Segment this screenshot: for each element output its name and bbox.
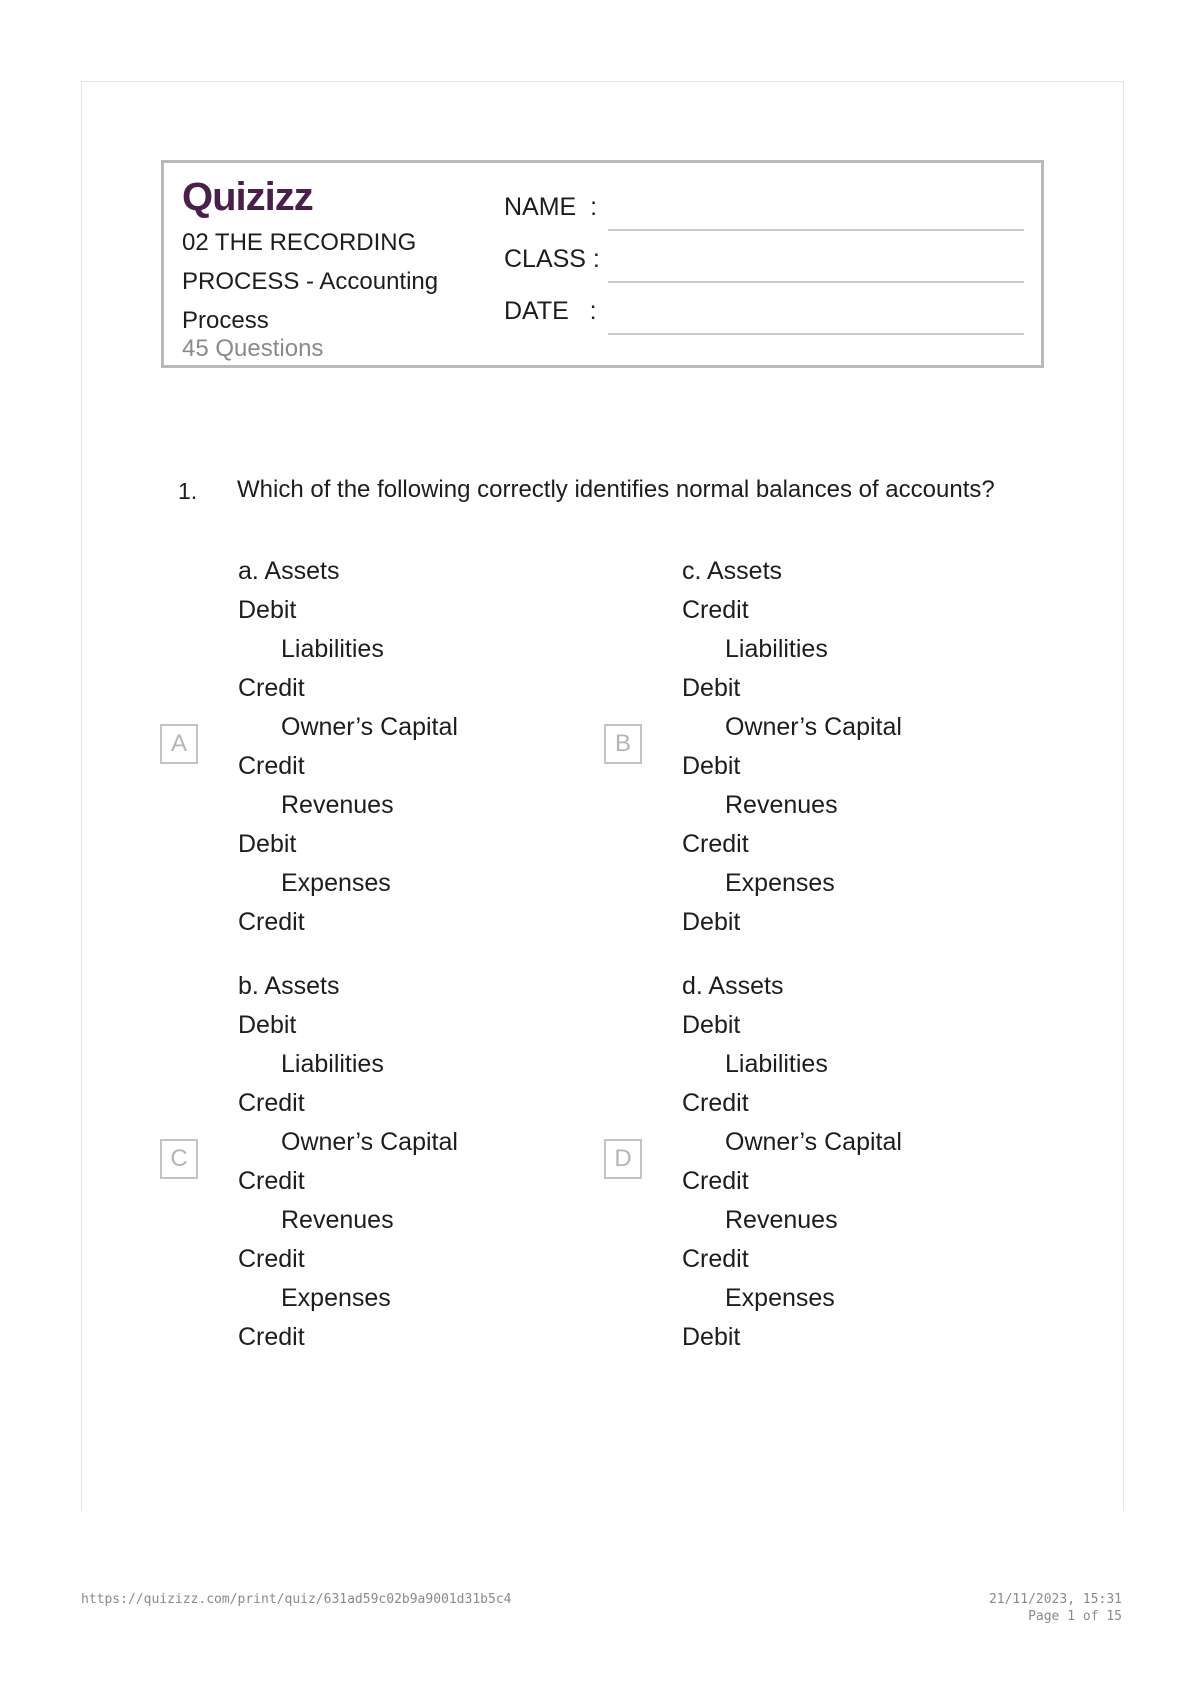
- question-number: 1.: [178, 478, 198, 504]
- option-a-line: Debit: [238, 596, 297, 624]
- option-a-line: Debit: [238, 830, 297, 858]
- option-d-line: Debit: [682, 1011, 741, 1039]
- option-b-line: Debit: [682, 908, 741, 936]
- option-d-line: Revenues: [725, 1206, 838, 1234]
- option-d-line: Owner’s Capital: [725, 1128, 902, 1156]
- option-c-line: Credit: [238, 1089, 305, 1117]
- option-d-box: D: [604, 1139, 642, 1179]
- option-b-line: Owner’s Capital: [725, 713, 902, 741]
- footer-datetime: 21/11/2023, 15:31: [988, 1592, 1122, 1607]
- option-a-line: Credit: [238, 908, 305, 936]
- option-a-line: Credit: [238, 674, 305, 702]
- option-a-line: Credit: [238, 752, 305, 780]
- option-a-line: Expenses: [281, 869, 391, 897]
- option-b-line: c. Assets: [682, 557, 783, 585]
- option-c-box: C: [160, 1139, 198, 1179]
- name-write-line: [608, 229, 1024, 231]
- option-a-line: a. Assets: [238, 557, 340, 585]
- option-b-box: B: [604, 724, 642, 764]
- option-c-line: Liabilities: [281, 1050, 384, 1078]
- option-b-line: Debit: [682, 674, 741, 702]
- class-write-line: [608, 281, 1024, 283]
- date-field: [504, 297, 1024, 337]
- option-d-line: Liabilities: [725, 1050, 828, 1078]
- option-a-line: Revenues: [281, 791, 394, 819]
- option-a-line: Owner’s Capital: [281, 713, 458, 741]
- option-c-line: Owner’s Capital: [281, 1128, 458, 1156]
- option-d-line: Credit: [682, 1245, 749, 1273]
- option-d-line: d. Assets: [682, 972, 784, 1000]
- quiz-title-line: PROCESS - Accounting: [182, 268, 439, 295]
- option-c-line: Credit: [238, 1245, 305, 1273]
- option-b-line: Liabilities: [725, 635, 828, 663]
- quiz-header: [161, 160, 1044, 368]
- option-d-line: Debit: [682, 1323, 741, 1351]
- class-label: CLASS :: [504, 245, 600, 273]
- name-field: [504, 193, 1024, 233]
- option-b-line: Debit: [682, 752, 741, 780]
- option-c-line: Debit: [238, 1011, 297, 1039]
- option-d-line: Credit: [682, 1167, 749, 1195]
- name-label: NAME :: [504, 193, 598, 221]
- option-d-line: Expenses: [725, 1284, 835, 1312]
- footer-url: https://quizizz.com/print/quiz/631ad59c02b9a9001d31b5c4: [81, 1592, 512, 1607]
- option-b-line: Credit: [682, 830, 749, 858]
- option-c-line: Credit: [238, 1323, 305, 1351]
- option-c-line: Revenues: [281, 1206, 394, 1234]
- quizizz-logo: Quizizz: [182, 175, 313, 219]
- question-count: 45 Questions: [182, 335, 324, 362]
- quiz-title: [182, 223, 472, 340]
- footer-page-number: Page 1 of 15: [1028, 1609, 1122, 1624]
- option-b-line: Expenses: [725, 869, 835, 897]
- option-d-line: Credit: [682, 1089, 749, 1117]
- class-field: [504, 245, 1024, 285]
- option-c-line: Expenses: [281, 1284, 391, 1312]
- option-a-line: Liabilities: [281, 635, 384, 663]
- option-c-line: Credit: [238, 1167, 305, 1195]
- date-write-line: [608, 333, 1024, 335]
- date-label: DATE :: [504, 297, 597, 325]
- option-a-box: A: [160, 724, 198, 764]
- question-text: Which of the following correctly identifies normal balances of accounts?: [237, 476, 995, 503]
- option-b-line: Credit: [682, 596, 749, 624]
- quiz-title-line: Process: [182, 307, 269, 334]
- option-b-line: Revenues: [725, 791, 838, 819]
- option-c-line: b. Assets: [238, 972, 340, 1000]
- quiz-title-line: 02 THE RECORDING: [182, 229, 417, 256]
